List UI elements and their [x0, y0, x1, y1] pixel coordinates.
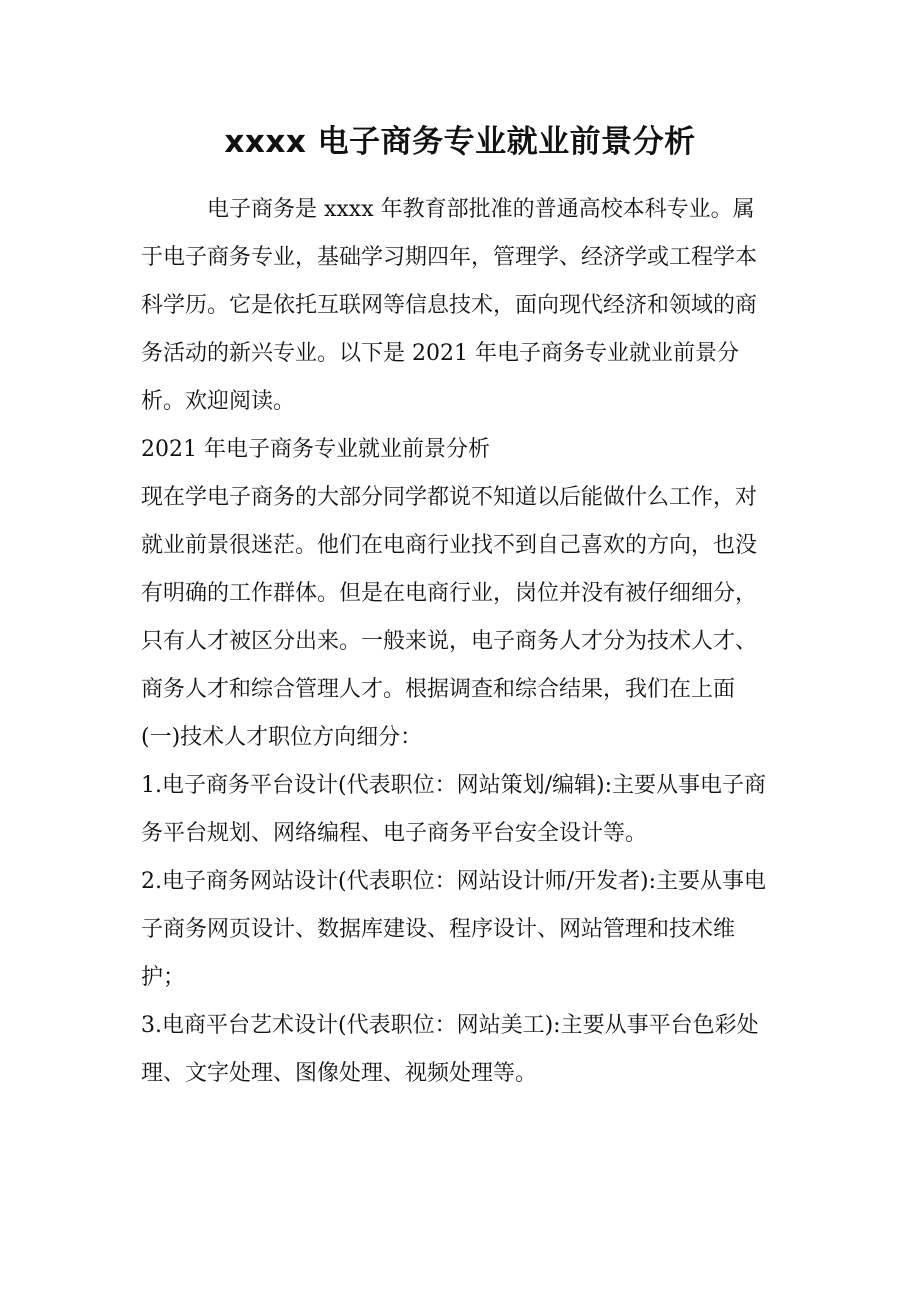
list-item: 2.电子商务网站设计(代表职位：网站设计师/开发者):主要从事电子商务网页设计、数据库建设、程序设计、网站管理和技术维护； — [141, 869, 766, 990]
document-title: xxxx 电子商务专业就业前景分析 — [224, 124, 696, 160]
overview-paragraph: 现在学电子商务的大部分同学都说不知道以后能做什么工作，对就业前景很迷茫。他们在电商行业找不到自己喜欢的方向，也没有明确的工作群体。但是在电商行业，岗位并没有被仔细细分，只有人才被区分出来。一般来说，电子商务人才分为技术人才、商务人才和综合管理人才。根据调查和综合结果，我们在上面 — [141, 485, 758, 702]
subsection-heading: (一)技术人才职位方向细分： — [141, 725, 423, 750]
intro-paragraph: 电子商务是 xxxx 年教育部批准的普通高校本科专业。属于电子商务专业，基础学习期四年，管理学、经济学或工程学本科学历。它是依托互联网等信息技术，面向现代经济和领域的商务活动的新兴专业。以下是 2021 年电子商务专业就业前景分析。欢迎阅读。 — [141, 197, 758, 414]
document-body — [141, 186, 773, 1098]
list-item: 1.电子商务平台设计(代表职位：网站策划/编辑):主要从事电子商务平台规划、网络编程、电子商务平台安全设计等。 — [141, 773, 766, 846]
section-heading: 2021 年电子商务专业就业前景分析 — [141, 437, 490, 462]
list-item: 3.电商平台艺术设计(代表职位：网站美工):主要从事平台色彩处理、文字处理、图像处理、视频处理等。 — [141, 1013, 759, 1086]
